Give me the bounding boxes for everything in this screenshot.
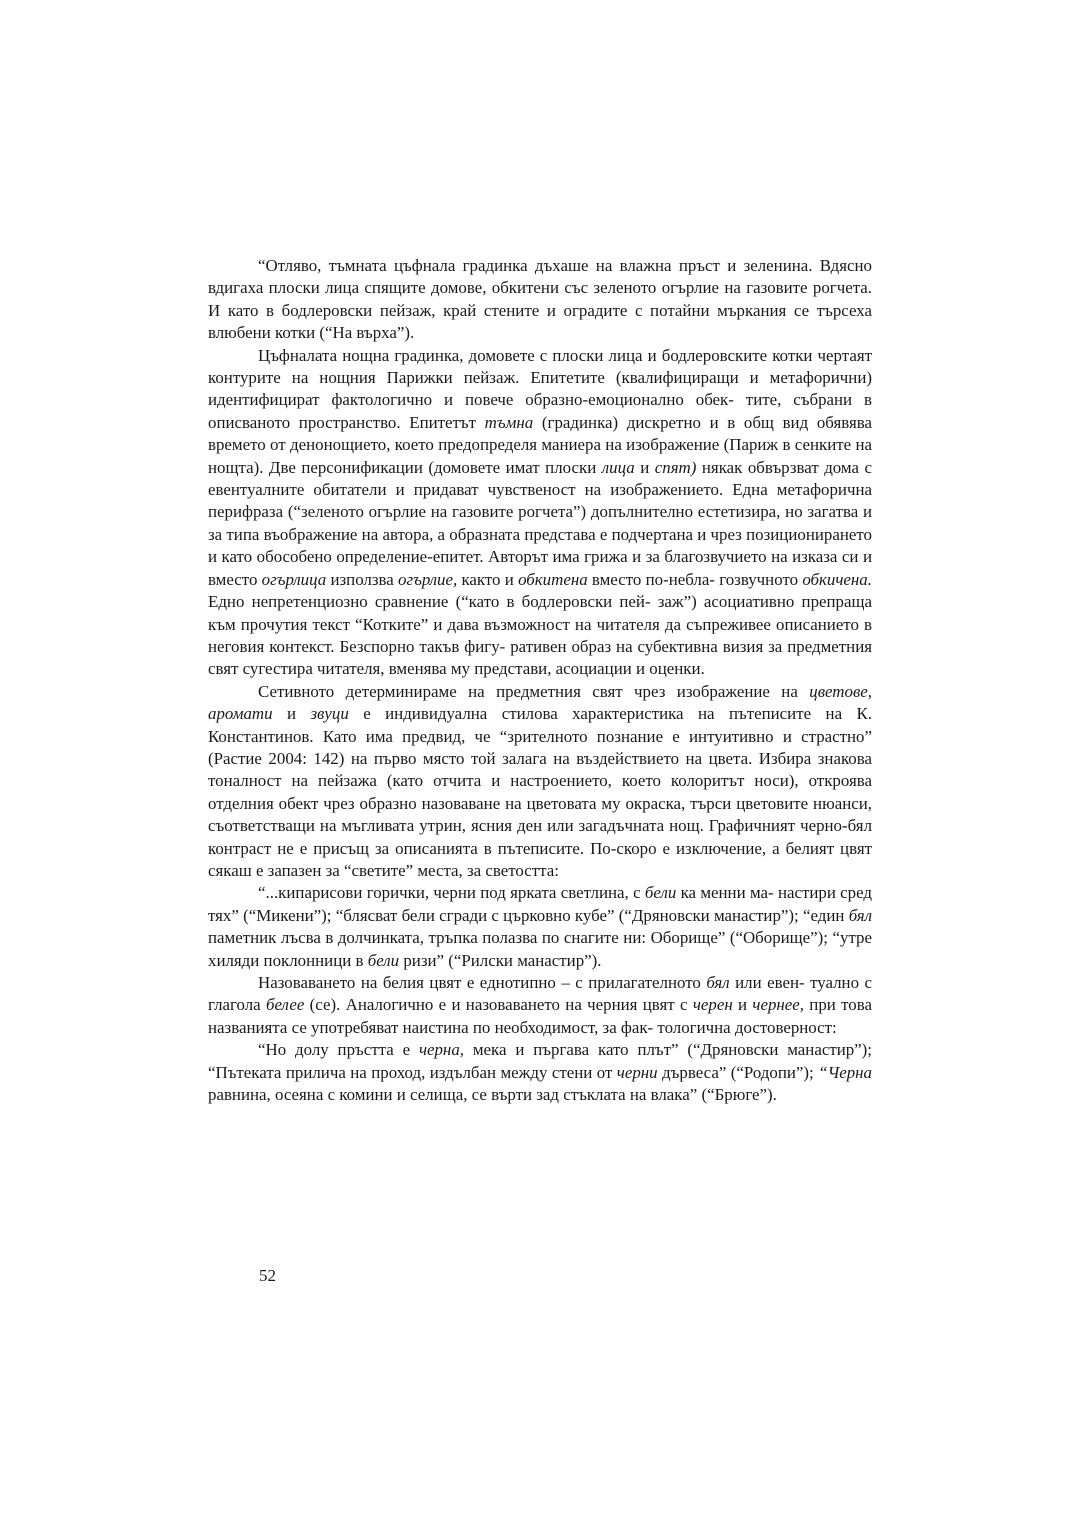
italic-text-run: “Черна (818, 1062, 872, 1082)
text-run: Едно непретенциозно сравнение (“като в бодлеровски пей- заж”) асоциативно препраща към прочутия текст “Котките” и дава възможност на читателя да съпреживее описанието в неговия контекст. Безспорно такъв фигу- ративен образ на субективна визия за предметния свят сугестира читателя, вменява му представи, асоциации и оценки. (208, 592, 872, 679)
italic-text-run: черна, (418, 1040, 464, 1060)
italic-text-run: огърлие, (398, 569, 458, 589)
italic-text-run: черни (616, 1062, 658, 1082)
text-run: паметник лъсва в долчинката, тръпка полазва по снагите ни: Оборище” (“Оборище”); “утре хиляди поклонници в (208, 928, 872, 970)
text-run: (се). Аналогично е и назоваването на черния цвят с (304, 995, 693, 1015)
italic-text-run: тъмна (484, 412, 534, 432)
italic-text-run: бели (644, 883, 677, 903)
paragraph-2 (208, 345, 872, 681)
paragraph-4-quote (208, 882, 872, 972)
text-run: ризи” (“Рилски манастир”). (399, 950, 602, 970)
italic-text-run: черен (692, 995, 733, 1015)
paragraph-1 (208, 255, 872, 345)
text-run: дървеса” (“Родопи”); (657, 1062, 819, 1082)
text-run: някак обвързват дома с евентуалните обитатели и придават чувственост на изображението. Една метафорична перифраза (“зеленото огърлие на газовите рогчета”) допълнително естетизира, но загатва и за типа въображение на автора, а образната представа е подчертана и чрез позиционирането и като обособено определение-епитет. Авторът има грижа и за благозвучието на изказа си и вместо (208, 457, 872, 589)
text-run: “Отляво, тъмната цъфнала градинка дъхаше на влажна пръст и зеленина. Вдясно вдигаха плоски лица спящите домове, обкитени със зеленото огърлие на газовите рогчета. И като в бодлеровски пейзаж, край стените и оградите с потайни мъркания се търсеха влюбени котки (“На върха”). (208, 256, 872, 343)
italic-text-run: звуци (310, 704, 349, 724)
paragraph-3 (208, 681, 872, 883)
text-run: ка менни ма- настири сред тях” (“Микени”); “блясват бели сгради с църковно кубе” (“Дряновски манастир”); “един (208, 883, 872, 925)
italic-text-run: чернее, (752, 995, 804, 1015)
text-run: и (732, 995, 753, 1015)
italic-text-run: бял (848, 905, 872, 925)
text-run: Назоваването на белия цвят е еднотипно – с прилагателното (258, 973, 707, 992)
text-run: вместо по-небла- гозвучното (587, 569, 803, 589)
page-number: 52 (259, 1266, 276, 1285)
text-run: е индивидуална стилова характеристика на пътеписите на К. Константинов. Като има предвид, че “зрителното познание е интуитивно и страстно” (Растие 2004: 142) на първо място той залага на въздействието на цвета. Избира знакова тоналност на пейзажа (като отчита и настроението, което колоритът носи), откроява отделния обект чрез образно назоваване на цветовата му окраска, търси цветовите нюанси, съответстващи на мъгливата утрин, ясния ден или загадъчната нощ. Графичният черно-бял контраст не е присъщ за описанията в пътеписите. По-скоро е изключение, а белият цвят сякаш е запазен за “светите” места, за светостта: (208, 704, 872, 880)
text-run: Сетивното детерминираме на предметния свят чрез изображение на (258, 681, 810, 701)
italic-text-run: бели (367, 950, 400, 970)
italic-text-run: белее (265, 995, 305, 1015)
text-run: използва (326, 569, 399, 589)
italic-text-run: огърлица (261, 569, 327, 589)
text-run: равнина, осеяна с комини и селища, се върти зад стъклата на влака” (“Брюге”). (208, 1085, 777, 1105)
text-run: и (634, 457, 655, 477)
page-body (208, 255, 872, 1106)
paragraph-6-quote (208, 1039, 872, 1106)
italic-text-run: обкитена (518, 569, 588, 589)
text-run: (градинка) дискретно и в общ вид обявява времето от денонощието, което предопределя маниера на изображение (Париж в сенките на нощта). Две персонификации (домовете имат плоски (208, 412, 872, 477)
italic-text-run: обкичена. (802, 569, 872, 589)
paragraph-5 (208, 972, 872, 1039)
italic-text-run: лица (601, 457, 635, 477)
italic-text-run: спят) (654, 457, 697, 477)
italic-text-run: бял (706, 973, 730, 992)
text-run: “...кипарисови горички, черни под ярката светлина, с (258, 883, 645, 903)
text-run: мека и пъргава като плът” (“Дряновски манастир”); “Пътеката прилича на проход, издълбан между стени от (208, 1040, 872, 1082)
text-run: и (272, 704, 311, 724)
text-run: при това названията се употребяват наистина по необходимост, за фак- тологична достоверност: (208, 995, 873, 1037)
text-run: “Но долу пръстта е (258, 1040, 419, 1060)
text-run: или евен- туално с глагола (208, 973, 872, 1015)
text-run: Цъфналата нощна градинка, домовете с плоски лица и бодлеровските котки чертаят контурите на нощния Парижки пейзаж. Епитетите (квалифициращи и метафорични) идентифицират фактологично и повече образно-емоционално обек- тите, събрани в описваното пространство. Епитетът (208, 345, 872, 432)
italic-text-run: цветове, аромати (208, 681, 872, 724)
text-run: както и (457, 569, 519, 589)
